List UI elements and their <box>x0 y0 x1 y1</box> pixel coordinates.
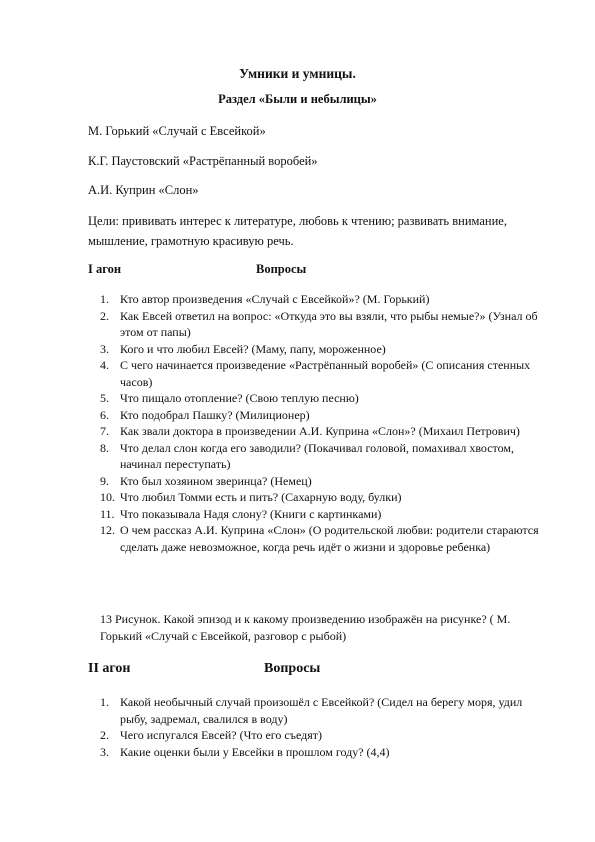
list-item <box>100 440 540 473</box>
question-number: 1. <box>100 695 109 709</box>
question-number: 8. <box>100 440 109 455</box>
question-number: 11. <box>100 506 115 521</box>
section-subtitle: Раздел «Были и небылицы» <box>218 92 377 106</box>
question-number: 5. <box>100 391 109 405</box>
list-item <box>100 522 540 555</box>
question-text: С чего начинается произведение «Растрёпанный воробей» (С описания стенных часов) <box>120 358 531 389</box>
work-kuprin: А.И. Куприн «Слон» <box>88 183 199 197</box>
list-item <box>100 473 540 490</box>
question-text: О чем рассказ А.И. Куприна «Слон» (О родительской любви: родители стараются сделать даже невозможное, когда речь идёт о жизни и здоровье ребенка) <box>120 523 539 554</box>
question-text: Чего испугался Евсей? (Что его съедят) <box>120 728 322 742</box>
round2-questions-label: Вопросы <box>264 661 321 676</box>
question-number: 3. <box>100 744 109 759</box>
list-item <box>100 727 540 744</box>
question-number: 6. <box>100 407 109 422</box>
question-text: Как Евсей ответил на вопрос: «Откуда это вы взяли, что рыбы немые?» (Узнал об этом от папы) <box>120 308 538 339</box>
list-item <box>100 291 540 308</box>
question-number: 4. <box>100 358 109 372</box>
question-number: 7. <box>100 424 109 438</box>
round1-label: I агон <box>88 262 122 276</box>
list-item <box>100 489 540 506</box>
question-text: Что делал слон когда его заводили? (Покачивал головой, помахивал хвостом, начинал переступать) <box>120 440 514 471</box>
question-text: Какой необычный случай произошёл с Евсейкой? (Сидел на берегу моря, удил рыбу, задремал, свалился в воду) <box>120 695 523 726</box>
question-number: 12. <box>100 523 115 537</box>
list-item <box>100 308 540 341</box>
round2-question-list <box>100 694 540 760</box>
question-text: Что пищало отопление? (Свою теплую песню) <box>120 391 359 405</box>
question-number: 2. <box>100 308 109 323</box>
document-title: Умники и умницы. <box>239 66 356 81</box>
work-gorky: М. Горький «Случай с Евсейкой» <box>88 124 266 138</box>
round2-heading <box>88 661 321 677</box>
question-text: Что любил Томми есть и пить? (Сахарную воду, булки) <box>120 490 402 504</box>
question-text: Кого и что любил Евсей? (Маму, папу, мороженное) <box>120 341 386 356</box>
list-item <box>100 341 540 358</box>
list-item <box>100 390 540 407</box>
question-text: Как звали доктора в произведении А.И. Куприна «Слон»? (Михаил Петрович) <box>120 424 520 438</box>
question-number: 2. <box>100 728 109 742</box>
list-item <box>100 357 540 390</box>
round1-question-list <box>100 291 540 555</box>
question-text: Кто автор произведения «Случай с Евсейкой»? (М. Горький) <box>120 292 430 306</box>
goals-paragraph: Цели: прививать интерес к литературе, любовь к чтению; развивать внимание, мышление, грамотную красивую речь. <box>88 214 507 248</box>
list-item <box>100 506 540 523</box>
list-item <box>100 407 540 424</box>
question-number: 9. <box>100 473 109 488</box>
question-text: Кто был хозяином зверинца? (Немец) <box>120 473 312 488</box>
round1-questions-label: Вопросы <box>256 262 307 276</box>
question-text: Что показывала Надя слону? (Книги с картинками) <box>120 506 382 521</box>
question-number: 3. <box>100 341 109 356</box>
question-number: 10. <box>100 490 115 504</box>
round2-label: II агон <box>88 661 131 676</box>
list-item <box>100 423 540 440</box>
question-text: Какие оценки были у Евсейки в прошлом году? (4,4) <box>120 744 390 759</box>
list-item <box>100 744 540 761</box>
round1-question-13: 13 Рисунок. Какой эпизод и к какому произведению изображён на рисунке? ( М. Горький «Случай с Евсейкой, разговор с рыбой) <box>100 612 511 643</box>
question-number: 1. <box>100 292 109 306</box>
question-text: Кто подобрал Пашку? (Милиционер) <box>120 407 310 422</box>
work-paustovsky: К.Г. Паустовский «Растрёпанный воробей» <box>88 154 318 168</box>
round1-heading <box>88 262 307 277</box>
list-item <box>100 694 540 727</box>
